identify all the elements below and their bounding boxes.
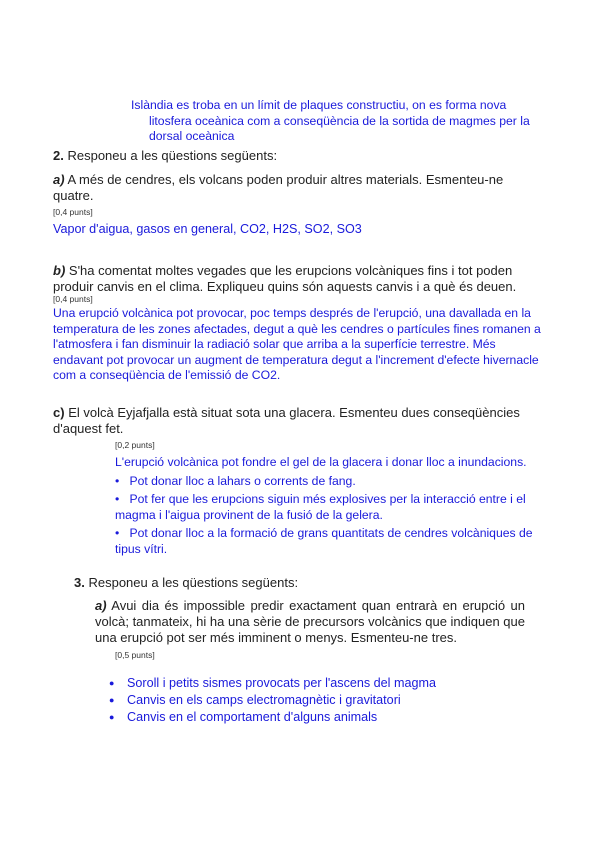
q2-number: 2. xyxy=(53,148,64,163)
q3a-points: [0,5 punts] xyxy=(115,650,155,660)
q2b-text: S'ha comentat moltes vegades que les erupcions volcàniques fins i tot poden produir canvis en el clima. Expliqueu quins són aquests canvis i a què és deuen. xyxy=(53,263,517,294)
q1-answer-line1: Islàndia es troba en un límit de plaques constructiu, on es forma nova xyxy=(131,98,507,112)
q3a-answer-2: ● Canvis en els camps electromagnètic i gravitatori xyxy=(109,692,529,709)
q3a-letter: a) xyxy=(95,598,107,613)
q3-title: Responeu a les qüestions següents: xyxy=(88,575,299,590)
q3a-answer-3: ● Canvis en el comportament d'alguns animals xyxy=(109,709,529,726)
q3-heading xyxy=(74,575,298,591)
q2c-points: [0,2 punts] xyxy=(115,440,155,450)
q2c-question xyxy=(53,405,539,437)
q2-heading xyxy=(53,148,277,164)
q1-answer xyxy=(131,98,531,145)
q1-answer-line3: dorsal oceànica xyxy=(149,129,235,143)
q2c-bullet-2 xyxy=(115,492,540,523)
q2a-letter: a) xyxy=(53,172,65,187)
q1-answer-line2: litosfera oceànica com a conseqüència de la sortida de magmes per la xyxy=(149,113,530,128)
q2b-answer: Una erupció volcànica pot provocar, poc temps després de l'erupció, una davallada en la temperatura de les zones afectades, degut a què les cendres o partícules fines romanen a l'atmosfera i fan disminuir la radiació solar que arriba a la superfície terrestre. Més endavant pot provocar un augment de temperatura degut a l'increment d'efecte hivernacle com a conseqüència de l'emissió de CO2. xyxy=(53,306,541,382)
q3-number: 3. xyxy=(74,575,85,590)
q2c-bullet-3-text: Pot donar lloc a la formació de grans quantitats de cendres volcàniques de tipus vítri. xyxy=(115,526,533,556)
q2b-letter: b) xyxy=(53,263,66,278)
q2a-answer: Vapor d'aigua, gasos en general, CO2, H2S, SO2, SO3 xyxy=(53,222,362,236)
q3a-answer-list xyxy=(109,675,529,726)
q2a-question xyxy=(53,172,525,204)
q2c-bullet-1 xyxy=(115,474,540,490)
q2a-points: [0,4 punts] xyxy=(53,207,93,217)
q2c-bullet-2-text: Pot fer que les erupcions siguin més explosives per la interacció entre i el magma i l'aigua provinent de la fusió de la gelera. xyxy=(115,492,526,522)
q2c-answer-intro: L'erupció volcànica pot fondre el gel de la glacera i donar lloc a inundacions. xyxy=(115,455,527,469)
q3a-question xyxy=(95,598,525,646)
q2c-bullet-3 xyxy=(115,526,540,557)
q2a-text: A més de cendres, els volcans poden produir altres materials. Esmenteu-ne quatre. xyxy=(53,172,504,203)
q2b-question xyxy=(53,263,539,295)
q3a-text: Avui dia és impossible predir exactament quan entrarà en erupció un volcà; tanmateix, hi ha una sèrie de precursors volcànics que indiquen que una erupció pot ser més imminent o menys. Esmenteu-ne tres. xyxy=(95,598,525,645)
q2-title: Responeu a les qüestions següents: xyxy=(67,148,278,163)
q2c-bullet-1-text: Pot donar lloc a lahars o corrents de fang. xyxy=(129,474,356,488)
bullet-icon: • xyxy=(115,526,130,540)
bullet-icon: • xyxy=(115,492,130,506)
q2c-letter: c) xyxy=(53,405,65,420)
q3a-answer-1: ● Soroll i petits sismes provocats per l'ascens del magma xyxy=(109,675,529,692)
bullet-icon: • xyxy=(115,474,130,488)
q2b-points: [0,4 punts] xyxy=(53,294,93,304)
q2c-text: El volcà Eyjafjalla està situat sota una glacera. Esmenteu dues conseqüències d'aquest fet. xyxy=(53,405,520,436)
